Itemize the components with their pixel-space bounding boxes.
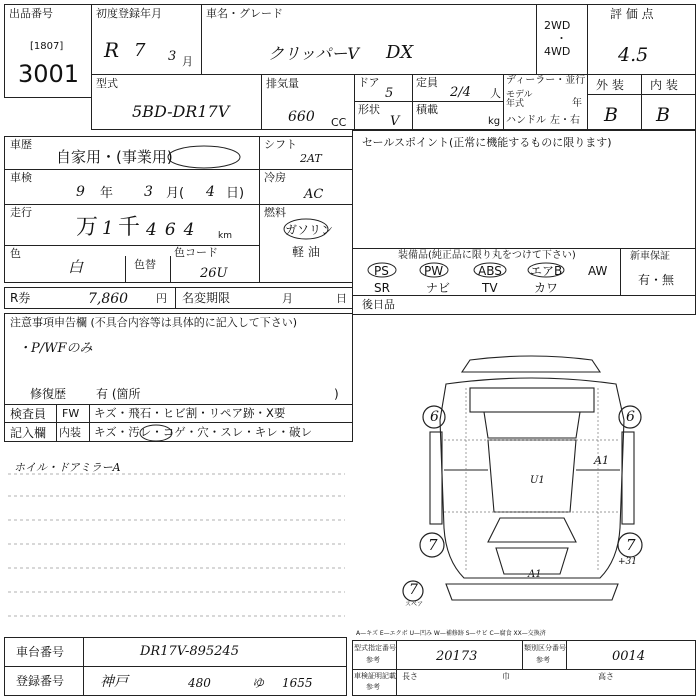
equip-aw: AW xyxy=(588,264,608,278)
color-code-value: 26U xyxy=(200,266,228,281)
diagram-spare: 7 xyxy=(409,582,418,598)
equip-pw: PW xyxy=(424,264,444,278)
equip-ps: PS xyxy=(374,264,389,278)
equip-airbag: エアB xyxy=(530,264,563,278)
inspection-label: 車検 xyxy=(10,171,32,184)
color-value: 白 xyxy=(68,258,84,276)
mileage-man-unit: 万 xyxy=(76,215,99,240)
vehicle-length-label: 長さ xyxy=(402,672,418,681)
ac-label: 冷房 xyxy=(264,171,286,184)
recycle-yen: 円 xyxy=(156,292,167,305)
fw-label: FW xyxy=(62,407,80,420)
name-change-label: 名変期限 xyxy=(182,291,231,305)
inspection-day: 4 xyxy=(206,184,215,200)
dealer-label: ディーラー・並行 xyxy=(506,75,586,86)
remarks-lines xyxy=(8,474,345,616)
equipment-label: 装備品(純正品に限り丸をつけて下さい) xyxy=(398,250,576,261)
lot-label: 出品番号 xyxy=(9,7,53,20)
person-unit: 人 xyxy=(490,87,501,100)
registration-class: 480 xyxy=(188,676,211,690)
vehicle-cert-ref: 参考 xyxy=(366,683,380,691)
category-label: 類別区分番号 xyxy=(524,644,566,652)
color-change-label: 色替 xyxy=(134,258,156,271)
fuel-label: 燃料 xyxy=(264,206,286,219)
inspector-label1: 検査員 xyxy=(10,407,47,421)
first-reg-label: 初度登録年月 xyxy=(96,7,162,20)
inspection-month: 3 xyxy=(144,184,153,200)
capacity-label: 定員 xyxy=(416,76,438,89)
diagram-right-side: A1 xyxy=(594,454,609,467)
handle-label: ハンドル xyxy=(506,115,546,126)
shape-value: V xyxy=(390,114,400,129)
vehicle-cert-label: 車検証明記載 xyxy=(354,672,396,680)
registration-kana: ゆ xyxy=(252,676,265,690)
lot-number: 3001 xyxy=(18,60,80,88)
interior-label: 内 装 xyxy=(650,78,678,92)
first-reg-era: R xyxy=(104,38,120,62)
drive-4wd: 4WD xyxy=(544,45,571,58)
diagram-rr: 7 xyxy=(626,536,636,554)
equip-sr: SR xyxy=(374,281,390,295)
door-label: ドア xyxy=(358,76,380,89)
fuel-diesel: 軽 油 xyxy=(292,245,320,259)
repair-label: 修復歴 xyxy=(30,387,67,401)
first-reg-month: 3 xyxy=(168,49,177,64)
inspection-month-unit: 月( xyxy=(166,186,185,201)
car-name-label: 車名・グレード xyxy=(206,7,283,20)
repair-close: ) xyxy=(334,387,339,401)
recycle-value: 7,860 xyxy=(88,291,129,307)
door-value: 5 xyxy=(385,86,394,101)
fw-items: キズ・飛石・ヒビ割・リペア跡・X要 xyxy=(94,406,286,420)
mileage-man: 1 xyxy=(102,218,114,239)
sales-point-label: セールスポイント(正常に機能するものに限ります) xyxy=(362,136,612,149)
int-items: キズ・汚レ・コゲ・穴・スレ・キレ・破レ xyxy=(94,425,313,439)
equip-leather: カワ xyxy=(534,281,559,295)
equip-abs: ABS xyxy=(478,264,502,278)
chassis-label: 車台番号 xyxy=(16,645,65,659)
inspector-label2: 記入欄 xyxy=(10,426,47,440)
diagram-rear: A1 xyxy=(528,569,542,580)
car-grade-value: DX xyxy=(386,42,414,63)
capacity-value: 2/4 xyxy=(450,85,471,100)
diagram-rl: 7 xyxy=(428,536,438,554)
category-ref: 参考 xyxy=(536,656,550,664)
grade-divider xyxy=(587,94,696,95)
inspection-day-unit: 日) xyxy=(226,186,245,201)
model-cert-label: 型式指定番号 xyxy=(354,644,396,652)
category-value: 0014 xyxy=(612,649,646,664)
legend-text: A—キズ E—エクボ U—凹み W—補修跡 S—サビ C—腐食 XX—交換済 xyxy=(356,630,546,637)
inspection-year: 9 xyxy=(76,184,85,200)
later-day-label: 後日品 xyxy=(362,298,395,311)
exterior-label: 外 装 xyxy=(596,78,624,92)
fuel-gasoline: ガソリン xyxy=(285,223,334,237)
model-cert-value: 20173 xyxy=(436,649,478,664)
interior-grade: B xyxy=(656,104,670,126)
first-reg-month-unit: 月 xyxy=(182,55,193,68)
later-day-box xyxy=(352,295,696,315)
warranty-label: 新車保証 xyxy=(630,251,670,262)
remarks-value: ホイル・ドアミラーA xyxy=(14,461,121,474)
equip-tv: TV xyxy=(482,281,498,295)
equip-navi: ナビ xyxy=(426,281,451,295)
color-label: 色 xyxy=(10,247,21,260)
shape-label: 形状 xyxy=(358,103,380,116)
recycle-label: R券 xyxy=(10,291,31,305)
notes-value: ・P/WFのみ xyxy=(18,341,93,356)
chassis-value: DR17V-895245 xyxy=(140,644,239,659)
color-code-label: 色コード xyxy=(174,246,218,259)
ac-value: AC xyxy=(304,187,324,202)
mileage-label: 走行 xyxy=(10,206,32,219)
year-unit: 年 xyxy=(572,98,582,109)
inspection-box xyxy=(4,169,260,205)
warranty-value: 有・無 xyxy=(638,273,675,287)
model-cert-ref: 参考 xyxy=(366,656,380,664)
inspection-year-unit: 年 xyxy=(100,186,114,201)
name-change-month: 月 xyxy=(282,292,293,305)
model-label: 型式 xyxy=(96,77,118,90)
load-label: 積載 xyxy=(416,103,438,116)
mileage-sen-unit: 千 xyxy=(118,215,141,240)
diagram-rear-right: +31 xyxy=(618,557,637,567)
repair-value: 有 (箇所 xyxy=(96,387,141,401)
kg-unit: kg xyxy=(488,116,501,127)
displacement-value: 660 xyxy=(288,109,315,125)
shift-value: 2AT xyxy=(300,152,322,165)
model-year-label: モデル 年式 xyxy=(506,90,533,109)
registration-label: 登録番号 xyxy=(16,674,65,688)
notes-label: 注意事項申告欄 (不具合内容等は具体的に記入して下さい) xyxy=(10,316,298,329)
history-label: 車歴 xyxy=(10,138,32,151)
cc-unit: CC xyxy=(331,116,347,129)
diagram-fr: 6 xyxy=(626,409,635,425)
diagram-fl: 6 xyxy=(430,409,439,425)
history-value: 自家用・(事業用) xyxy=(56,148,173,166)
model-value: 5BD-DR17V xyxy=(132,102,230,121)
first-reg-year: 7 xyxy=(134,40,146,61)
diagram-roof: U1 xyxy=(530,475,545,486)
registration-area: 神戸 xyxy=(100,674,128,690)
mileage-rest: 464 xyxy=(146,220,203,240)
drive-2wd: 2WD xyxy=(544,19,571,32)
score-label: 評 価 点 xyxy=(610,7,654,21)
registration-number: 1655 xyxy=(282,676,313,690)
diagram-spare-label: スペア xyxy=(405,601,424,608)
car-name-value: クリッパーV xyxy=(268,44,359,63)
vehicle-width-label: 巾 xyxy=(502,672,510,681)
score-value: 4.5 xyxy=(618,44,649,66)
vehicle-height-label: 高さ xyxy=(598,672,614,681)
exterior-grade: B xyxy=(604,104,618,126)
km-unit: km xyxy=(218,231,232,241)
lot-code: [1807] xyxy=(30,41,64,52)
drive-dot: ・ xyxy=(556,32,567,45)
shift-label: シフト xyxy=(264,138,297,151)
handle-value: 左・右 xyxy=(550,115,580,126)
int-label: 内装 xyxy=(59,426,81,439)
displacement-label: 排気量 xyxy=(266,77,299,90)
name-change-day: 日 xyxy=(336,292,347,305)
